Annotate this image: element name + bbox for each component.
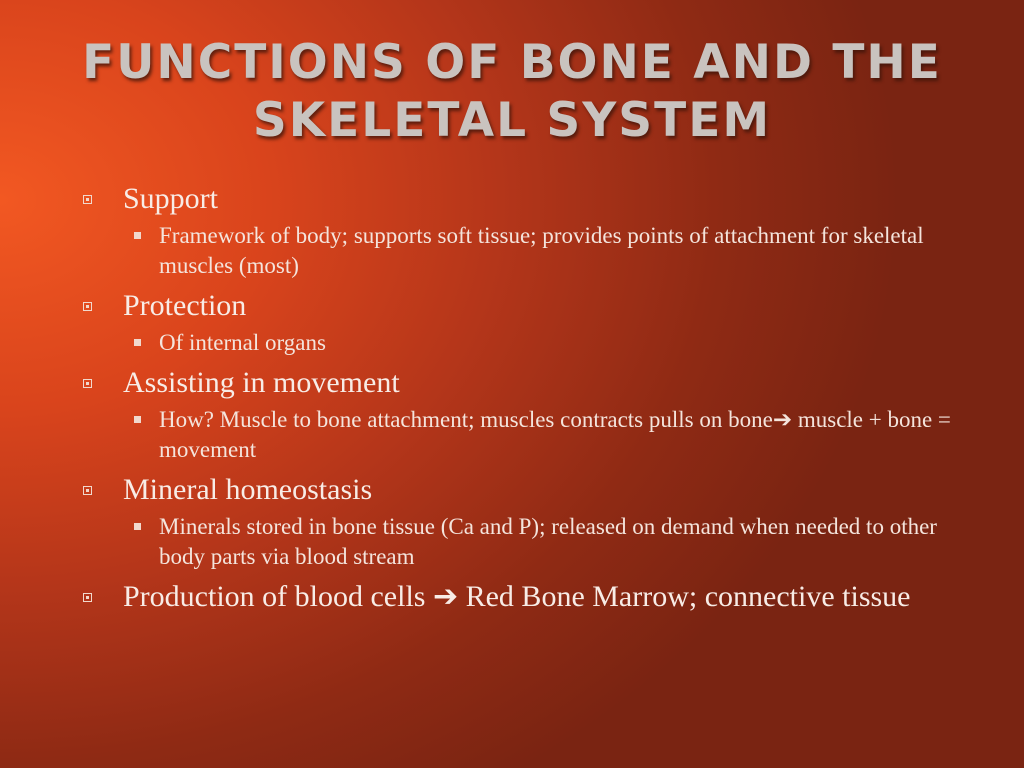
square-bullet-icon (83, 379, 92, 388)
right-arrow-icon: ➔ (772, 407, 793, 433)
square-bullet-icon (83, 302, 92, 311)
small-square-bullet-icon (134, 523, 141, 530)
bullet-label: Assisting in movement (123, 366, 400, 399)
title-line-1: FUNCTIONS OF BONE AND THE (82, 35, 942, 90)
label-after-arrow: Red Bone Marrow; connective tissue (458, 580, 911, 613)
bullet-item-protection (78, 287, 978, 358)
label-before-arrow: Production of blood cells (123, 580, 433, 613)
square-bullet-icon (83, 195, 92, 204)
bullet-item-movement (78, 364, 978, 465)
square-bullet-icon (83, 486, 92, 495)
title-line-2: SKELETAL SYSTEM (252, 93, 772, 148)
bullet-item-support (78, 180, 978, 281)
bullet-label: Protection (123, 289, 247, 322)
small-square-bullet-icon (134, 416, 141, 423)
sub-bullet-text (159, 405, 978, 465)
bullet-label (123, 578, 978, 615)
sub-bullet-item (159, 328, 978, 358)
bullet-label: Mineral homeostasis (123, 473, 373, 506)
sub-bullet-item (159, 512, 978, 572)
sub-bullet-text: Of internal organs (159, 330, 326, 355)
sub-text-before-arrow: How? Muscle to bone attachment; muscles contracts pulls on bone (159, 407, 773, 432)
right-arrow-icon: ➔ (432, 579, 459, 614)
bullet-item-mineral-homeostasis (78, 471, 978, 572)
bullet-item-blood-cells (78, 578, 978, 615)
bullet-list (78, 180, 978, 615)
small-square-bullet-icon (134, 232, 141, 239)
slide-title (0, 34, 1024, 150)
sub-bullet-item (159, 405, 978, 465)
small-square-bullet-icon (134, 339, 141, 346)
bullet-label: Support (123, 182, 219, 215)
square-bullet-icon (83, 593, 92, 602)
sub-text-after-arrow: muscle + bone = movement (159, 407, 951, 462)
sub-bullet-item (159, 221, 978, 281)
sub-bullet-text: Framework of body; supports soft tissue; provides points of attachment for skeletal muscles (most) (159, 223, 924, 278)
sub-bullet-text: Minerals stored in bone tissue (Ca and P); released on demand when needed to other body parts via blood stream (159, 514, 937, 569)
